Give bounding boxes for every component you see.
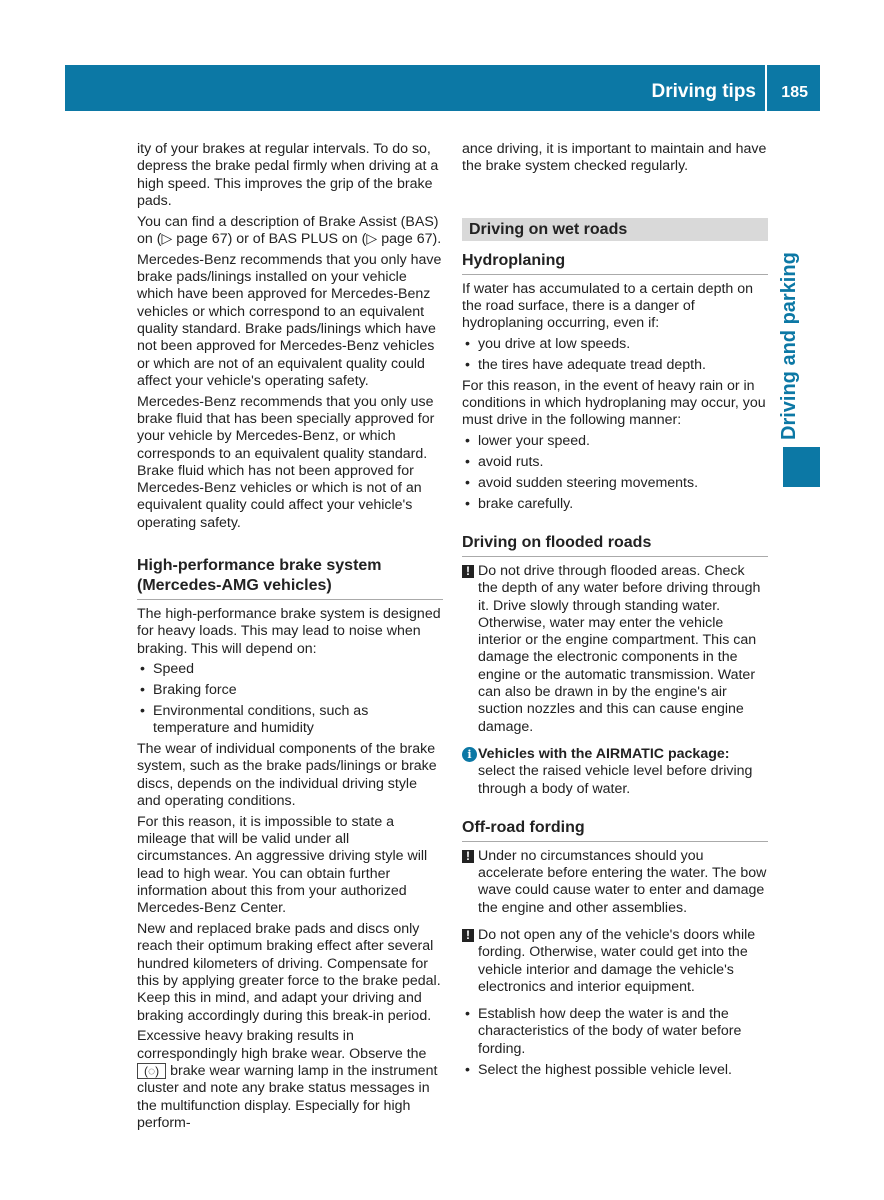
paragraph: The wear of individual components of the brake system, such as the brake pads/linings or brake discs, depends on the individual driving style and operating conditions. (137, 741, 437, 809)
bullet-list (462, 336, 768, 374)
info-note (462, 746, 768, 798)
left-column (137, 141, 443, 1136)
bullet-list (462, 1006, 768, 1079)
warning-text: Do not drive through flooded areas. Check the depth of any water before driving through it. Drive slowly through standing water. Otherwise, water may enter the vehicle interior or the engine compartment. This can damage the electronic components in the engine or the automatic transmission. Water can also be drawn in by the engine's air suction nozzles and this can cause engine damage. (478, 562, 761, 735)
paragraph: ity of your brakes at regular intervals. To do so, depress the brake pedal firmly when driving at a high speed. This improves the grip of the brake pads. (137, 141, 439, 209)
chapter-title: Driving tips (651, 81, 756, 102)
brake-warning-lamp-icon: (◌) (137, 1063, 166, 1079)
list-item: • avoid sudden steering movements. (462, 475, 768, 492)
right-column (462, 141, 768, 1082)
list-item: • the tires have adequate tread depth. (462, 357, 768, 374)
list-item: • Establish how deep the water is and the characteristics of the body of water before fording. (462, 1006, 768, 1058)
warning-note (462, 927, 768, 996)
subheading: Hydroplaning (462, 251, 768, 275)
warning-icon: ! (462, 850, 474, 863)
warning-icon: ! (462, 565, 474, 578)
warning-text: Do not open any of the vehicle's doors while fording. Otherwise, water could get into the vehicle interior and damage the vehicle's electronics and interior equipment. (478, 927, 756, 995)
list-item: • you drive at low speeds. (462, 336, 768, 353)
info-icon: i (462, 747, 477, 762)
warning-note (462, 848, 768, 917)
info-title: Vehicles with the AIRMATIC package: (478, 745, 730, 762)
list-item: • brake carefully. (462, 496, 768, 513)
paragraph: Mercedes-Benz recommends that you only use brake fluid that has been specially approved for your vehicle by Mercedes-Benz, or which corresponds to an equivalent quality standard. Brake fluid which has not been approved for Mercedes-Benz vehicles or which is not of an equivalent quality could affect your vehicle's operating safety. (137, 393, 435, 531)
warning-note (462, 563, 768, 736)
info-text: select the raised vehicle level before driving through a body of water. (478, 763, 753, 797)
list-item: • Speed (137, 661, 443, 678)
text: brake wear warning lamp in the instrument cluster and note any brake status messages in the multifunction display. Especially for high perform- (137, 1062, 438, 1131)
header-divider (765, 65, 767, 111)
paragraph (137, 1028, 443, 1132)
paragraph: ance driving, it is important to maintain and have the brake system checked regularly. (462, 141, 767, 175)
side-tab-label: Driving and parking (778, 252, 800, 440)
paragraph: New and replaced brake pads and discs only reach their optimum braking effect after several hundred kilometers of driving. Compensate for this by applying greater force to the brake pedal. Keep this in mind, and adapt your driving and braking accordingly during this break-in period. (137, 921, 441, 1024)
list-item: • avoid ruts. (462, 454, 768, 471)
warning-text: Under no circumstances should you accelerate before entering the water. The bow wave could cause water to enter and damage the engine and other assemblies. (478, 847, 767, 916)
paragraph: You can find a description of Brake Assist (BAS) on (▷ page 67) or of BAS PLUS on (▷ page 67). (137, 213, 442, 247)
paragraph: The high-performance brake system is designed for heavy loads. This may lead to noise when braking. This will depend on: (137, 606, 441, 657)
list-item: • Select the highest possible vehicle level. (462, 1062, 768, 1079)
paragraph: For this reason, in the event of heavy rain or in conditions in which hydroplaning may occur, you must drive in the following manner: (462, 377, 766, 429)
bullet-list (462, 433, 768, 513)
section-heading: High-performance brake system (Mercedes-AMG vehicles) (137, 556, 443, 600)
list-item: • Braking force (137, 682, 443, 699)
side-tab-marker (783, 447, 820, 487)
section-banner: Driving on wet roads (462, 218, 768, 241)
list-item: • Environmental conditions, such as temperature and humidity (137, 703, 443, 738)
warning-icon: ! (462, 929, 474, 942)
list-item: • lower your speed. (462, 433, 768, 450)
page-header (65, 65, 820, 111)
paragraph: If water has accumulated to a certain depth on the road surface, there is a danger of hydroplaning occurring, even if: (462, 280, 754, 332)
subheading: Driving on flooded roads (462, 533, 768, 557)
bullet-list (137, 661, 443, 737)
text: Excessive heavy braking results in correspondingly high brake wear. Observe the (137, 1028, 427, 1062)
page-number: 185 (781, 84, 808, 101)
paragraph: Mercedes-Benz recommends that you only have brake pads/linings installed on your vehicle which have been approved for Mercedes-Benz vehicles or which correspond to an equivalent quality standard. Brake pads/linings which have not been approved for Mercedes-Benz vehicles or which are not of an equivalent quality could affect your vehicle's operating safety. (137, 251, 442, 389)
paragraph: For this reason, it is impossible to state a mileage that will be valid under all circumstances. An aggressive driving style will lead to high wear. You can obtain further information about this from your authorized Mercedes-Benz Center. (137, 813, 428, 917)
subheading: Off-road fording (462, 818, 768, 842)
